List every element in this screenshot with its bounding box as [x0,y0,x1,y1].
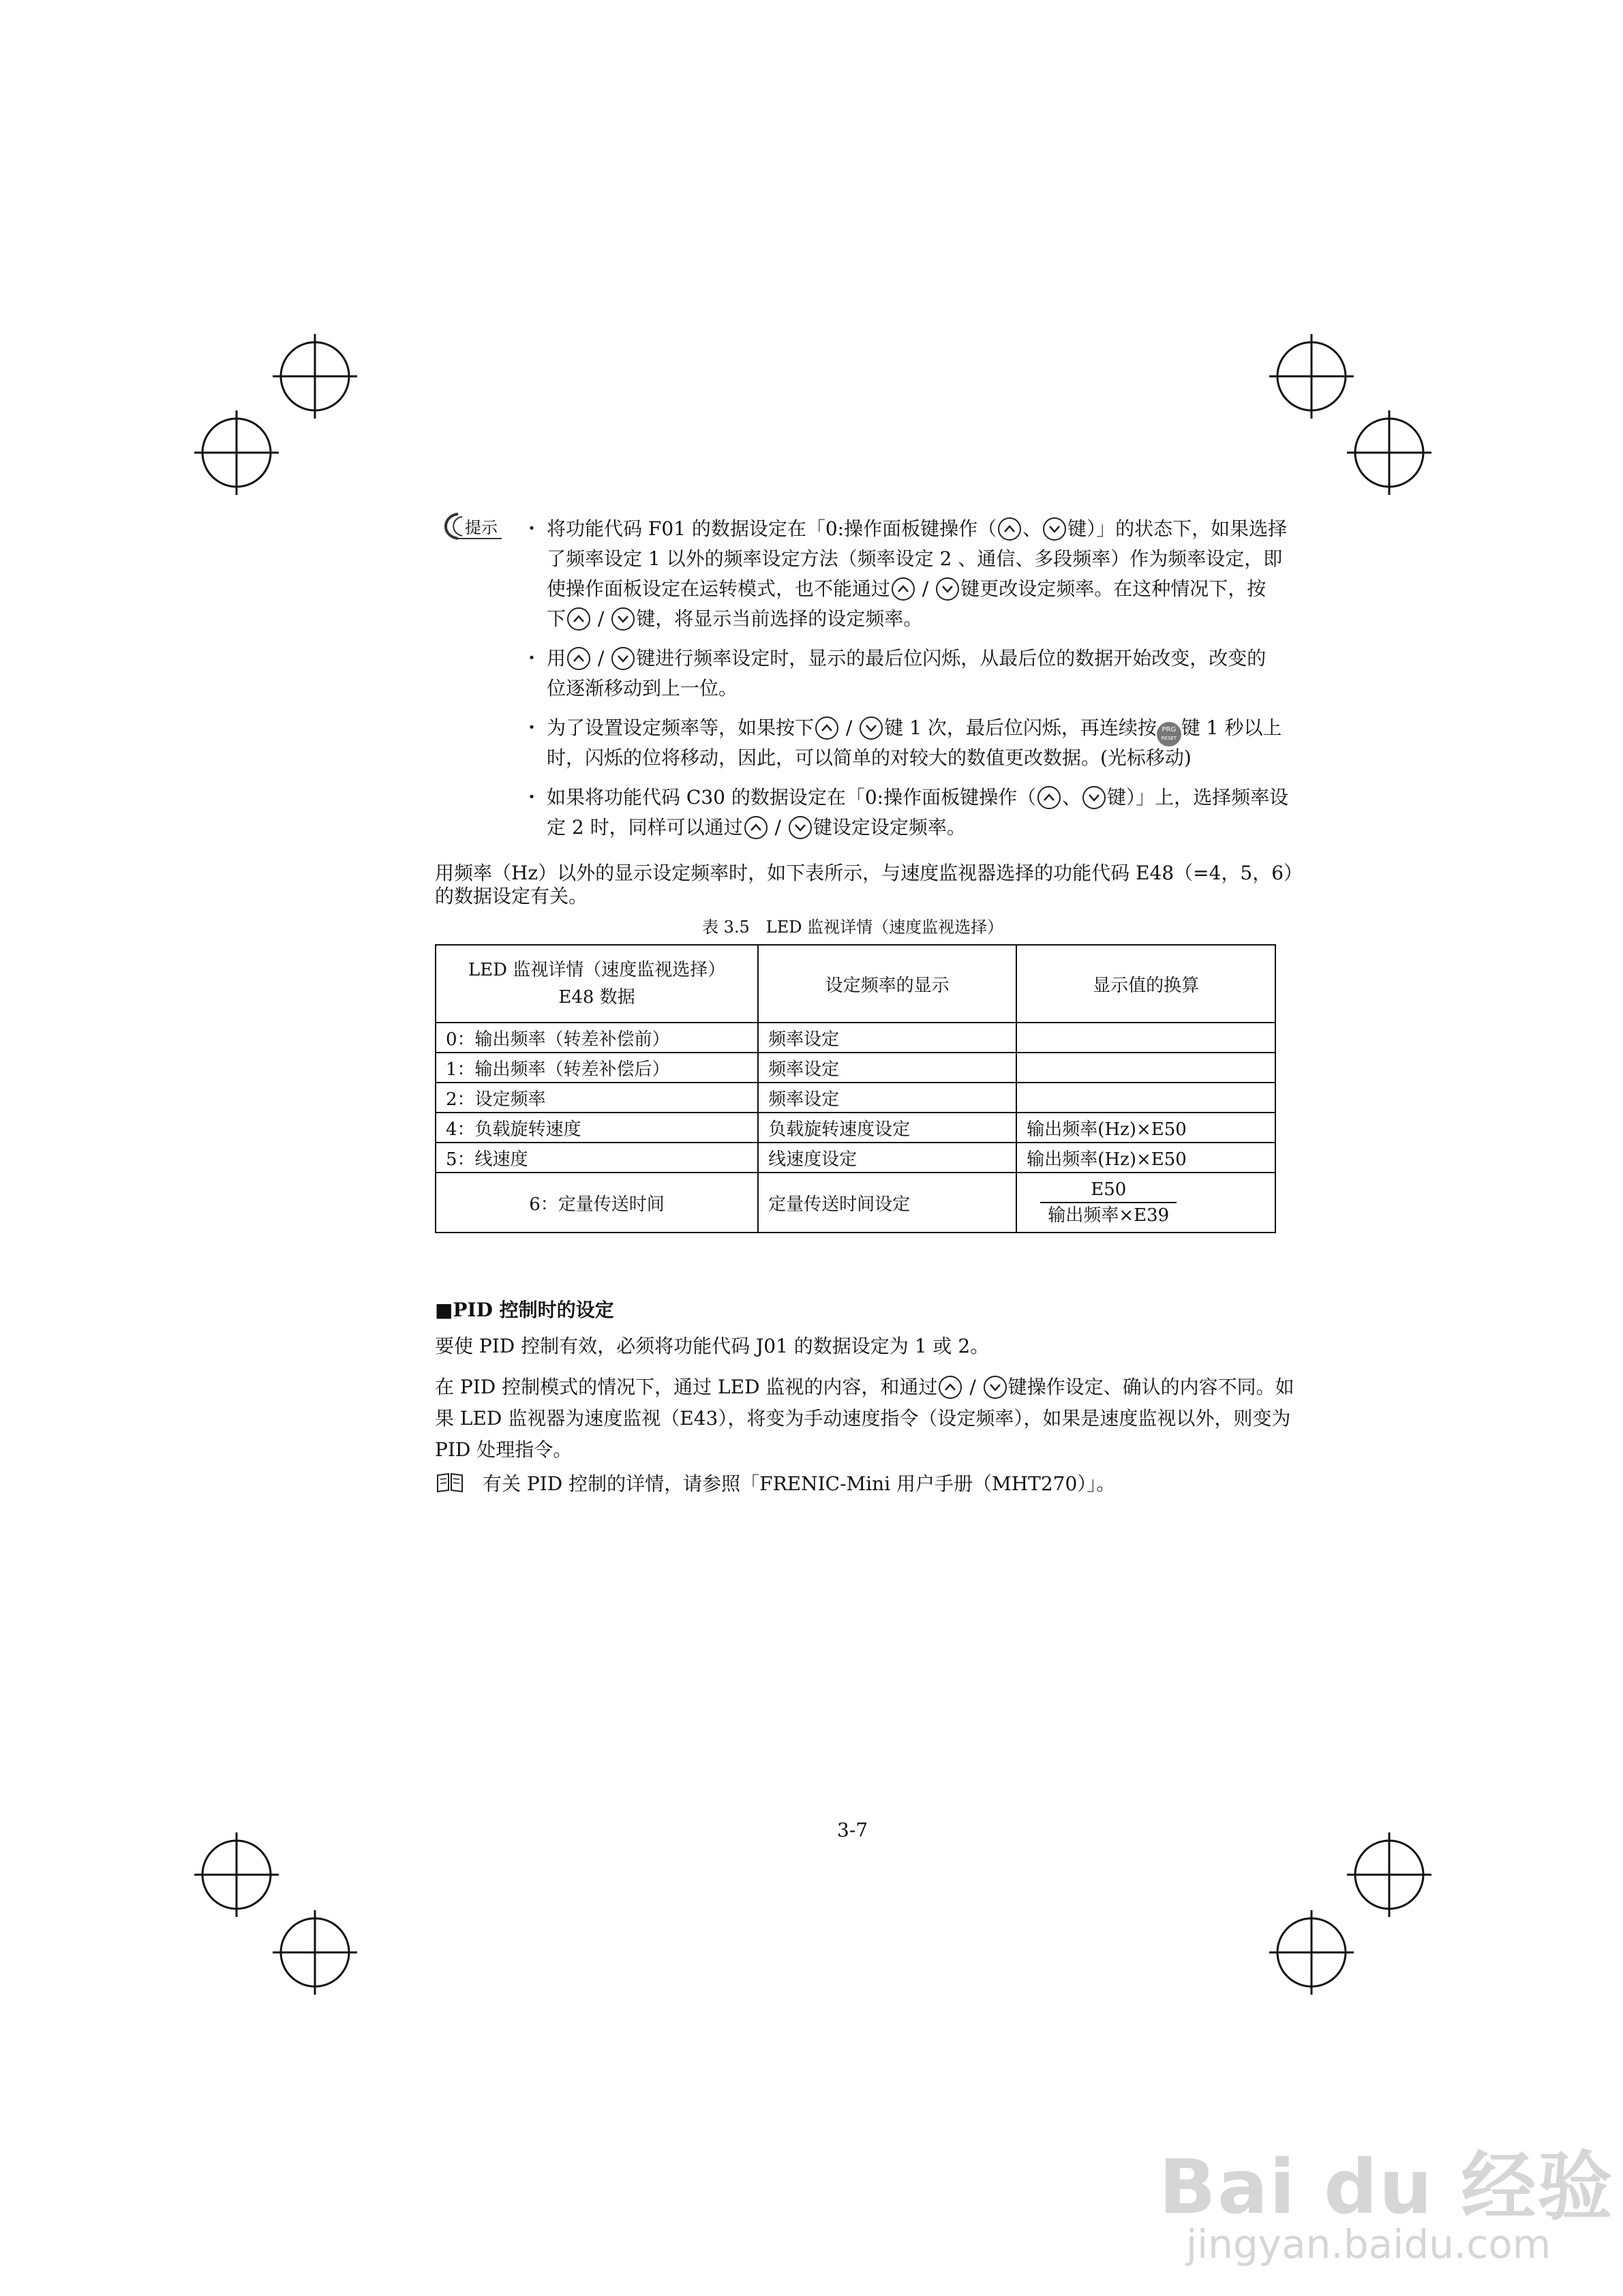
registration-mark-bottom-right-upper [1347,1832,1431,1917]
down-key-icon [984,1376,1007,1399]
table-header-row [436,945,1275,1023]
conversion-fraction [1040,1177,1177,1228]
bullet-marker: ・ [522,517,542,540]
table-row [436,1113,1275,1143]
cell-conversion [1016,1053,1275,1083]
cell-conversion: 输出频率(Hz)×E50 [1016,1143,1275,1173]
pid-paragraph-2-line-2: 果 LED 监视器为速度监视（E43），将变为手动速度指令（设定频率），如果是速度监视以外，则变为 [435,1407,1291,1430]
watermark-brand: Bai du 经验 [1159,2143,1614,2231]
page-number: 3-7 [837,1819,868,1841]
down-key-icon [936,577,959,601]
registration-mark-bottom-right-lower [1269,1910,1354,1995]
fraction-numerator: E50 [1040,1177,1177,1203]
table-row [436,1083,1275,1113]
pid-reference: 有关 PID 控制的详情，请参照「FRENIC-Mini 用户手册（MHT270）」。 [483,1472,1116,1495]
cell-display: 频率设定 [758,1053,1016,1083]
registration-mark-top-left-upper [273,334,357,419]
bullet-marker: ・ [522,647,542,669]
cell-display: 频率设定 [758,1023,1016,1053]
hint-line: 时，闪烁的位将移动，因此，可以简单的对较大的数值更改数据。(光标移动) [547,746,1192,769]
up-key-icon [939,1376,962,1399]
cell-display: 频率设定 [758,1083,1016,1113]
bullet-marker: ・ [522,786,542,809]
cell-e48-data: 1：输出频率（转差补偿后） [436,1053,758,1083]
hint-line: 用 / 键进行频率设定时，显示的最后位闪烁，从最后位的数据开始改变，改变的 [547,647,1266,669]
down-key-icon [789,816,812,839]
cell-e48-data: 4：负载旋转速度 [436,1113,758,1143]
registration-mark-top-left-lower [194,410,279,495]
up-key-icon [1037,786,1061,809]
cell-conversion [1016,1023,1275,1053]
cell-conversion [1016,1083,1275,1113]
header-col2: 设定频率的显示 [758,945,1016,1023]
fraction-denominator: 输出频率×E39 [1048,1205,1170,1226]
registration-mark-bottom-left-upper [194,1832,279,1917]
registration-mark-top-right-upper [1269,334,1354,419]
down-key-icon [611,607,635,631]
down-key-icon [860,716,883,740]
cell-e48-data: 0：输出频率（转差补偿前） [436,1023,758,1053]
header-col1-line1: LED 监视详情（速度监视选择） [468,960,726,980]
up-key-icon [567,607,590,631]
cell-display: 定量传送时间设定 [758,1173,1016,1233]
hint-line: 了频率设定 1 以外的频率设定方法（频率设定 2 、通信、多段频率）作为频率设定，即 [547,547,1283,570]
led-monitor-table [435,944,1276,1233]
hint-line: 位逐渐移动到上一位。 [547,677,738,699]
table-row [436,1023,1275,1053]
header-col1 [436,945,758,1023]
pid-paragraph-1: 要使 PID 控制有效，必须将功能代码 J01 的数据设定为 1 或 2。 [435,1335,990,1357]
hint-line: 下 / 键，将显示当前选择的设定频率。 [547,607,923,630]
bullet-marker: ・ [522,716,542,739]
hint-line: 将功能代码 F01 的数据设定在「0:操作面板键操作（ 、 键）」的状态下，如果选择 [547,517,1288,540]
registration-mark-bottom-left-lower [273,1910,357,1995]
hint-line: 为了设置设定频率等，如果按下 / 键 1 次，最后位闪烁，再连续按 PRG RESET 键 1 秒以上 [547,712,1296,746]
cell-e48-data: 2：设定频率 [436,1083,758,1113]
registration-mark-top-right-lower [1347,410,1431,495]
hint-line: 使操作面板设定在运转模式，也不能通过 / 键更改设定频率。在这种情况下，按 [547,577,1266,600]
hint-label: 提示 [465,518,498,537]
cell-display: 负载旋转速度设定 [758,1113,1016,1143]
pid-paragraph-2-line-1: 在 PID 控制模式的情况下，通过 LED 监视的内容，和通过 / 键操作设定、确认的内容不同。如 [435,1376,1294,1398]
up-key-icon [892,577,915,601]
watermark-url: jingyan.baidu.com [1186,2221,1551,2267]
intro-line-1: 用频率（Hz）以外的显示设定频率时，如下表所示，与速度监视器选择的功能代码 E48（=4，5，6） [435,862,1303,884]
up-key-icon [998,517,1021,541]
table-row [436,1143,1275,1173]
cell-conversion [1016,1173,1275,1233]
down-key-icon [611,647,635,670]
prg-reset-key-icon: PRG RESET [1157,722,1181,746]
up-key-icon [815,716,838,740]
intro-line-2: 的数据设定有关。 [435,885,588,907]
hint-badge-icon [438,511,503,541]
hint-line: 定 2 时，同样可以通过 / 键设定设定频率。 [547,816,966,839]
up-key-icon [567,647,590,670]
hint-notes [522,513,1289,839]
header-col3: 显示值的换算 [1016,945,1275,1023]
table-row [436,1173,1275,1233]
down-key-icon [1082,786,1106,809]
down-key-icon [1043,517,1066,541]
book-icon [436,1472,464,1493]
pid-heading: ■PID 控制时的设定 [435,1299,614,1321]
table-row [436,1053,1275,1083]
header-col1-line2: E48 数据 [558,987,635,1008]
cell-e48-data: 5：线速度 [436,1143,758,1173]
cell-conversion: 输出频率(Hz)×E50 [1016,1113,1275,1143]
up-key-icon [744,816,768,839]
cell-display: 线速度设定 [758,1143,1016,1173]
pid-paragraph-2-line-3: PID 处理指令。 [435,1438,573,1461]
hint-line: 如果将功能代码 C30 的数据设定在「0:操作面板键操作（ 、 键）」上，选择频率设 [547,786,1289,809]
table-caption: 表 3.5 LED 监视详情（速度监视选择） [702,918,1004,937]
cell-e48-data: 6：定量传送时间 [436,1173,758,1233]
